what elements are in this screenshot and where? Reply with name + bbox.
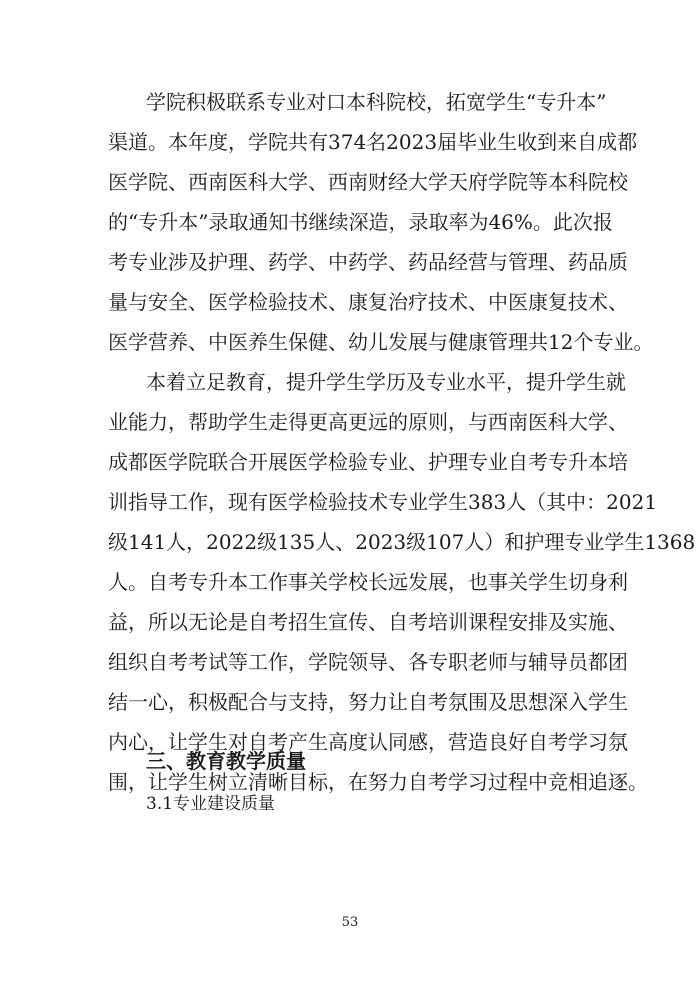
paragraph-line: 量与安全、医学检验技术、康复治疗技术、中医康复技术、 [108, 290, 628, 314]
paragraph-line: 的“专升本”录取通知书继续深造，录取率为46%。此次报 [108, 210, 613, 234]
page-number: 53 [341, 915, 359, 930]
paragraph-line: 医学院、西南医科大学、西南财经大学天府学院等本科院校 [108, 170, 628, 194]
paragraph-line: 成都医学院联合开展医学检验专业、护理专业自考专升本培 [108, 450, 628, 474]
paragraph-line: 医学营养、中医养生保健、幼儿发展与健康管理共12个专业。 [108, 330, 654, 354]
paragraph-line: 训指导工作，现有医学检验技术专业学生383人（其中：2021 [108, 490, 658, 514]
paragraph-line: 考专业涉及护理、药学、中药学、药品经营与管理、药品质 [108, 250, 628, 274]
paragraph-line: 结一心，积极配合与支持，努力让自考氛围及思想深入学生 [108, 690, 628, 714]
paragraph-line: 学院积极联系专业对口本科院校，拓宽学生“专升本” [146, 90, 607, 114]
paragraph-line: 人。自考专升本工作事关学校长远发展，也事关学生切身利 [108, 570, 628, 594]
paragraph-line: 组织自考考试等工作，学院领导、各专职老师与辅导员都团 [108, 650, 628, 674]
paragraph-line: 级141人，2022级135人、2023级107人）和护理专业学生1368 [108, 530, 696, 554]
paragraph-line: 渠道。本年度，学院共有374名2023届毕业生收到来自成都 [108, 130, 638, 154]
subsection-heading: 3.1专业建设质量 [146, 794, 276, 814]
section-heading: 三、教育教学质量 [146, 749, 306, 773]
paragraph-line: 业能力，帮助学生走得更高更远的原则，与西南医科大学、 [108, 410, 628, 434]
paragraph-line: 内心，让学生对自考产生高度认同感，营造良好自考学习氛 [108, 730, 628, 754]
paragraph-line: 围，让学生树立清晰目标，在努力自考学习过程中竞相追逐。 [108, 770, 648, 794]
paragraph-line: 本着立足教育，提升学生学历及专业水平，提升学生就 [146, 370, 626, 394]
paragraph-line: 益，所以无论是自考招生宣传、自考培训课程安排及实施、 [108, 610, 628, 634]
